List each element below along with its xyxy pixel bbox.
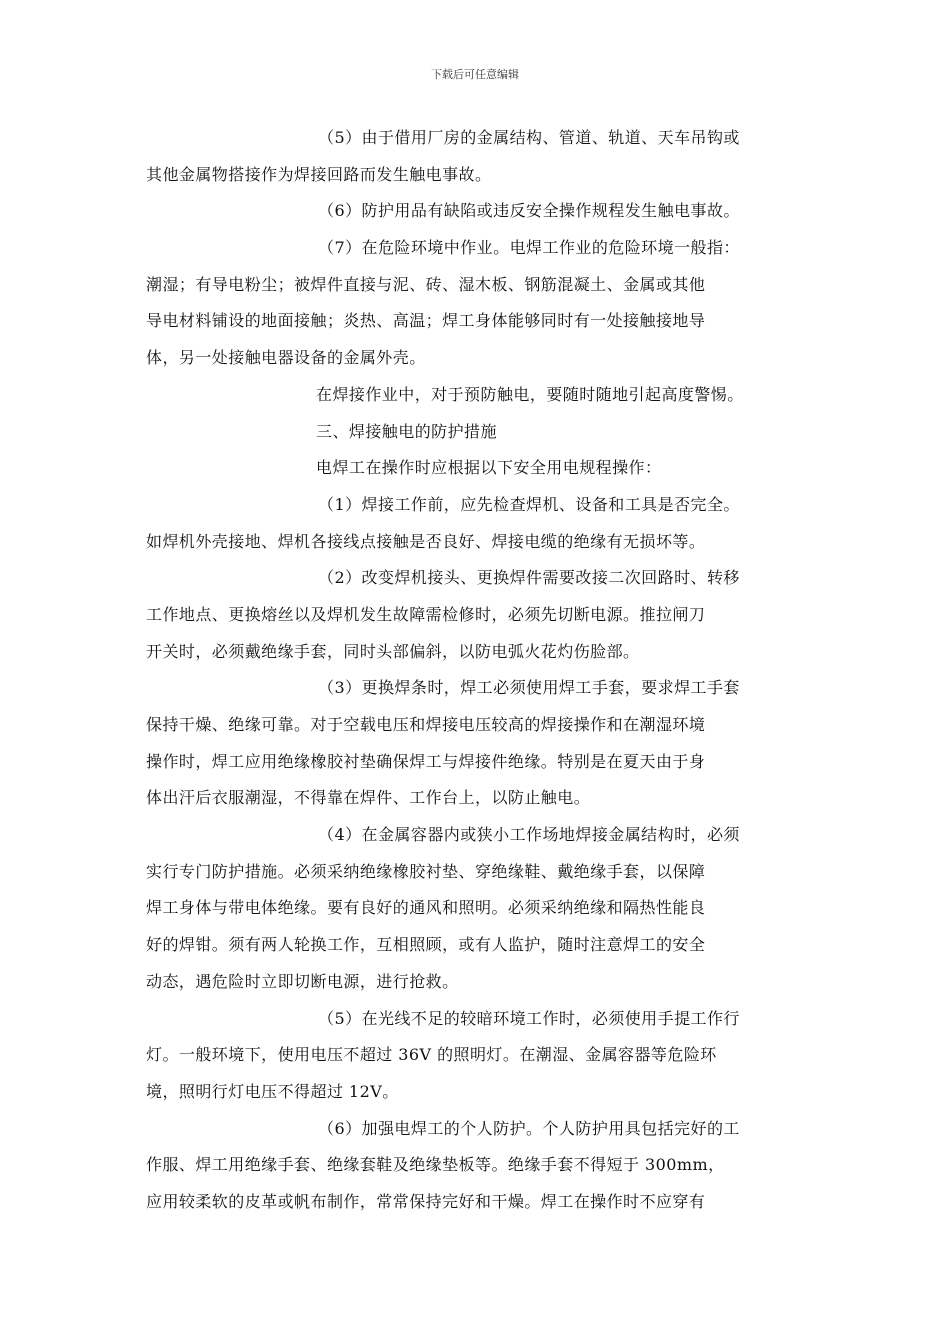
text-line: 体出汗后衣服潮湿，不得靠在焊件、工作台上，以防止触电。	[146, 788, 591, 808]
text-line: 在焊接作业中，对于预防触电，要随时随地引起高度警惕。	[316, 384, 744, 404]
text-line: （5）由于借用厂房的金属结构、管道、轨道、天车吊钩或	[318, 128, 740, 147]
text-line: （2）改变焊机接头、更换焊件需要改接二次回路时、转移	[318, 568, 740, 588]
text-line: 开关时，必须戴绝缘手套，同时头部偏斜，以防电弧火花灼伤脸部。	[146, 641, 640, 661]
page-header: 下载后可任意编辑	[431, 68, 519, 81]
text-line: 潮湿；有导电粉尘；被焊件直接与泥、砖、湿木板、钢筋混凝土、金属或其他	[146, 274, 706, 294]
text-line: 导电材料铺设的地面接触；炎热、高温；焊工身体能够同时有一处接触接地导	[146, 311, 706, 331]
text-line: 好的焊钳。须有两人轮换工作，互相照顾，或有人监护，随时注意焊工的安全	[146, 935, 706, 955]
text-line: 境，照明行灯电压不得超过 12V。	[146, 1081, 399, 1101]
text-line: 应用较柔软的皮革或帆布制作，常常保持完好和干燥。焊工在操作时不应穿有	[146, 1191, 706, 1211]
document-body	[146, 120, 810, 1221]
text-line: （7）在危险环境中作业。电焊工作业的危险环境一般指：	[318, 238, 740, 258]
text-line: 实行专门防护措施。必须采纳绝缘橡胶衬垫、穿绝缘鞋、戴绝缘手套，以保障	[146, 861, 706, 881]
text-line: 焊工身体与带电体绝缘。要有良好的通风和照明。必须采纳绝缘和隔热性能良	[146, 898, 706, 918]
text-line: （6）加强电焊工的个人防护。个人防护用具包括完好的工	[318, 1118, 740, 1138]
text-line: （3）更换焊条时，焊工必须使用焊工手套，要求焊工手套	[318, 678, 740, 698]
text-line: （6）防护用品有缺陷或违反安全操作规程发生触电事故。	[318, 201, 740, 221]
text-line: 作服、焊工用绝缘手套、绝缘套鞋及绝缘垫板等。绝缘手套不得短于 300mm，	[146, 1155, 725, 1175]
text-line: 工作地点、更换熔丝以及焊机发生故障需检修时，必须先切断电源。推拉闸刀	[146, 604, 706, 624]
section-heading: 三、焊接触电的防护措施	[316, 421, 497, 441]
text-line: 动态，遇危险时立即切断电源，进行抢救。	[146, 971, 459, 991]
text-line: 其他金属物搭接作为焊接回路而发生触电事故。	[146, 164, 492, 184]
text-line: （5）在光线不足的较暗环境工作时，必须使用手提工作行	[318, 1008, 740, 1028]
text-line: 电焊工在操作时应根据以下安全用电规程操作：	[316, 458, 662, 478]
text-line: 保持干燥、绝缘可靠。对于空载电压和焊接电压较高的焊接操作和在潮湿环境	[146, 715, 706, 734]
text-line: （1）焊接工作前，应先检查焊机、设备和工具是否完全。	[318, 494, 740, 514]
text-line: 体，另一处接触电器设备的金属外壳。	[146, 348, 426, 368]
text-line: 如焊机外壳接地、焊机各接线点接触是否良好、焊接电缆的绝缘有无损坏等。	[146, 531, 706, 551]
text-line: 操作时，焊工应用绝缘橡胶衬垫确保焊工与焊接件绝缘。特别是在夏天由于身	[146, 751, 706, 771]
text-line: （4）在金属容器内或狭小工作场地焊接金属结构时，必须	[318, 825, 740, 845]
text-line: 灯。一般环境下，使用电压不超过 36V 的照明灯。在潮湿、金属容器等危险环	[146, 1045, 717, 1065]
